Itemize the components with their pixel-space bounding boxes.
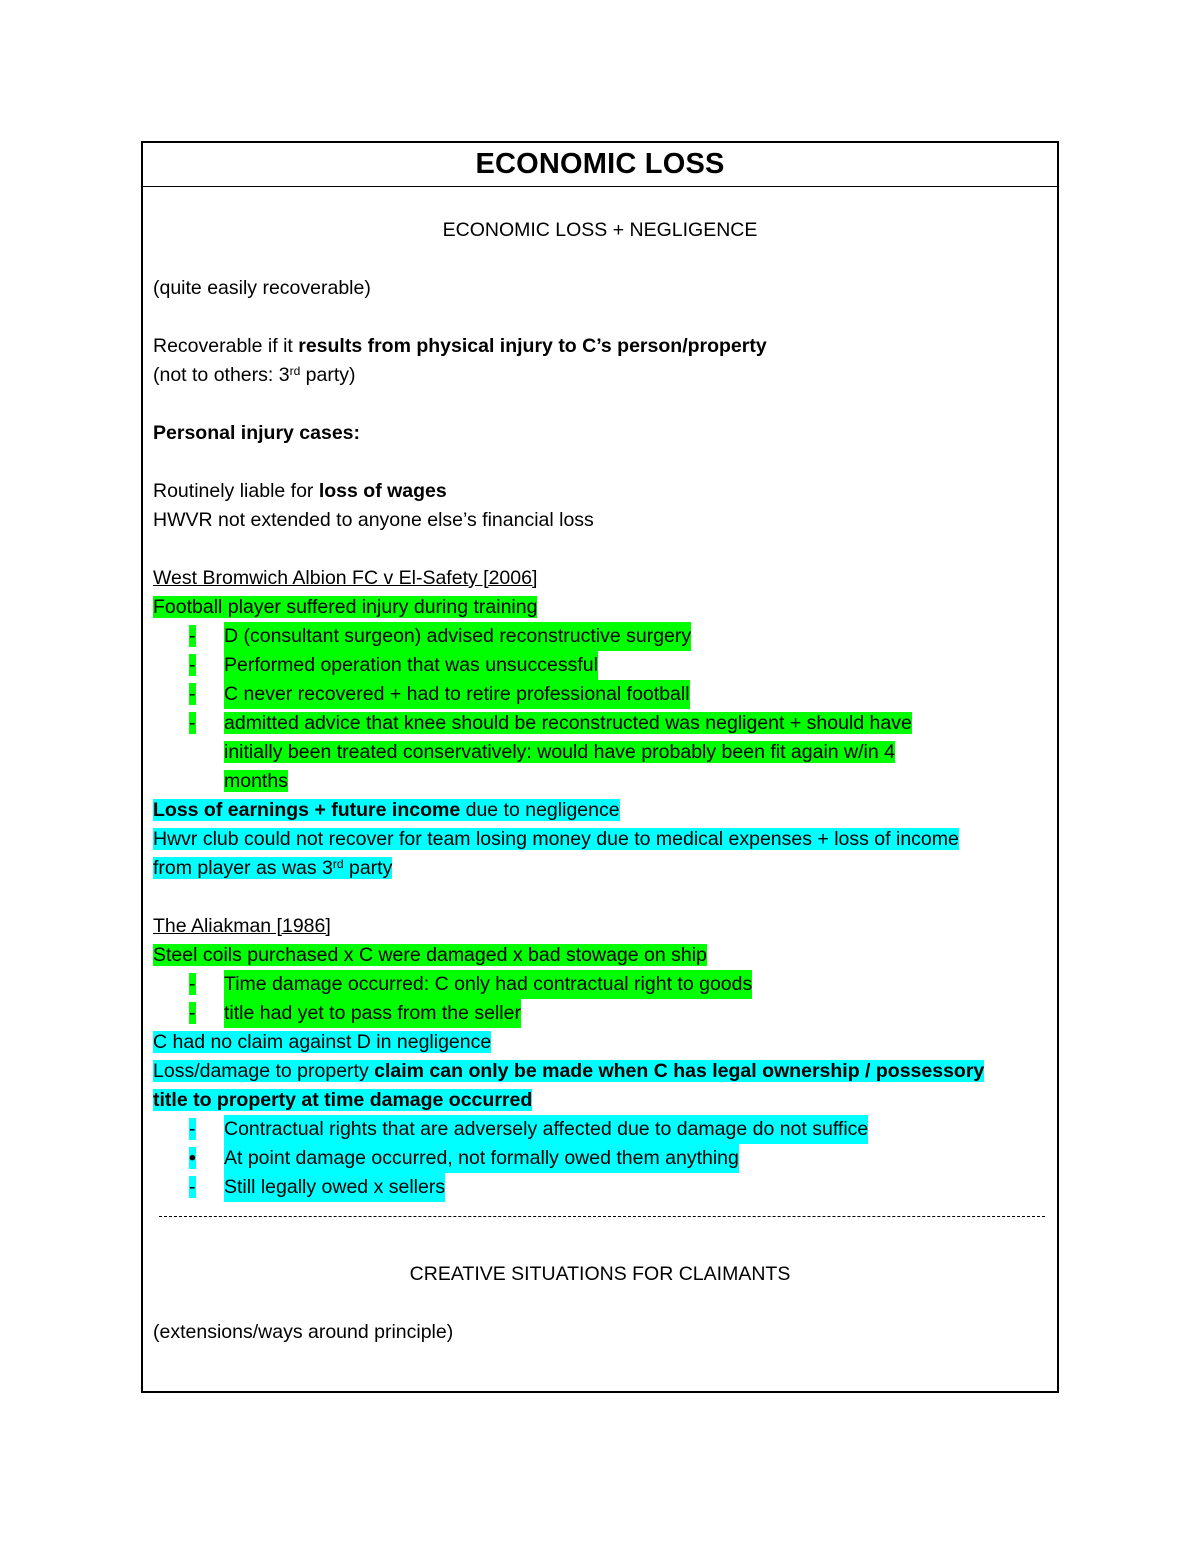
note-quite-easily-recoverable: (quite easily recoverable) <box>153 277 371 299</box>
case2-bullet-1 <box>153 970 1047 999</box>
case2-loss-bold-2: title to property at time damage occurred <box>153 1089 533 1111</box>
case1-club-line-2 <box>153 854 1047 883</box>
bullet-text-line-1: admitted advice that knee should be reconstructed was negligent + should have <box>224 712 912 734</box>
not-others-prefix: (not to others: 3 <box>153 364 290 386</box>
case1-loss-line <box>153 796 1047 825</box>
bullet-text: D (consultant surgeon) advised reconstructive surgery <box>224 622 691 651</box>
bullet-marker: - <box>189 1118 196 1140</box>
bullet-text: title had yet to pass from the seller <box>224 999 521 1028</box>
not-to-others-line <box>153 361 1047 390</box>
case2-no-claim <box>153 1028 1047 1057</box>
title-bar <box>143 143 1057 187</box>
bullet-text: Time damage occurred: C only had contractual right to goods <box>224 970 752 999</box>
case1-loss-suffix: due to negligence <box>460 799 620 821</box>
hwvr-line: HWVR not extended to anyone else’s financial loss <box>153 509 594 531</box>
bullet-marker: - <box>189 973 196 995</box>
page-title: ECONOMIC LOSS <box>475 148 725 180</box>
bullet-text-line-3: months <box>224 770 288 792</box>
case2-bullet2-3 <box>153 1173 1047 1202</box>
bullet-text: Performed operation that was unsuccessful <box>224 651 598 680</box>
case2-bullet-2 <box>153 999 1047 1028</box>
document-frame <box>141 141 1059 1393</box>
case1-club-line-1 <box>153 825 1047 854</box>
bullet-marker: - <box>189 1002 196 1024</box>
document-body <box>143 187 1057 1347</box>
recoverable-line <box>153 332 1047 361</box>
case1-name-text: West Bromwich Albion FC v El-Safety [2006] <box>153 567 538 589</box>
case1-fact <box>153 593 1047 622</box>
bullet-text-line-2: initially been treated conservatively: would have probably been fit again w/in 4 <box>224 741 895 763</box>
routinely-prefix: Routinely liable for <box>153 480 319 502</box>
case2-bullet2-2 <box>153 1144 1047 1173</box>
recoverable-bold: results from physical injury to C’s person/property <box>298 335 767 357</box>
case1-club-suffix: party <box>343 857 393 879</box>
personal-injury-label: Personal injury cases: <box>153 422 361 444</box>
not-others-suffix: party) <box>300 364 356 386</box>
case2-name-text: The Aliakman [1986] <box>153 915 331 937</box>
case1-loss-bold: Loss of earnings + future income <box>153 799 461 821</box>
section-heading-creative-situations: CREATIVE SITUATIONS FOR CLAIMANTS <box>409 1263 791 1285</box>
case1-bullet-4 <box>153 709 1047 796</box>
case2-loss-prefix: Loss/damage to property <box>153 1060 375 1082</box>
bullet-text: C never recovered + had to retire professional football <box>224 680 690 709</box>
case1-bullet-3 <box>153 680 1047 709</box>
note-extensions: (extensions/ways around principle) <box>153 1321 454 1343</box>
case1-club-sup: rd <box>332 857 344 871</box>
recoverable-prefix: Recoverable if it <box>153 335 299 357</box>
case2-loss-bold-1: claim can only be made when C has legal ownership / possessory <box>374 1060 985 1082</box>
routinely-bold: loss of wages <box>318 480 447 502</box>
case1-club-text-1: Hwvr club could not recover for team losing money due to medical expenses + loss of income <box>153 828 959 850</box>
bullet-marker: - <box>189 712 196 734</box>
case1-fact-text: Football player suffered injury during training <box>153 596 538 618</box>
bullet-text: Contractual rights that are adversely affected due to damage do not suffice <box>224 1115 868 1144</box>
case2-loss-line-1 <box>153 1057 1047 1086</box>
routinely-liable-line <box>153 477 1047 506</box>
case2-loss-line-2 <box>153 1086 1047 1115</box>
section-divider <box>159 1216 1045 1217</box>
bullet-text: At point damage occurred, not formally owed them anything <box>224 1144 739 1173</box>
not-others-sup: rd <box>289 364 301 378</box>
case-name-west-bromwich <box>153 564 1047 593</box>
case2-fact-text: Steel coils purchased x C were damaged x bad stowage on ship <box>153 944 707 966</box>
section-heading-economic-loss-negligence: ECONOMIC LOSS + NEGLIGENCE <box>442 219 758 241</box>
bullet-text: Still legally owed x sellers <box>224 1173 445 1202</box>
bullet-marker: - <box>189 1176 196 1198</box>
case-name-aliakman <box>153 912 1047 941</box>
bullet-marker: - <box>189 683 196 705</box>
case2-no-claim-text: C had no claim against D in negligence <box>153 1031 492 1053</box>
bullet-marker: • <box>189 1147 196 1169</box>
personal-injury-heading <box>153 419 1047 448</box>
case1-bullet-2 <box>153 651 1047 680</box>
bullet-marker: - <box>189 625 196 647</box>
bullet-marker: - <box>189 654 196 676</box>
case1-bullet-1 <box>153 622 1047 651</box>
case1-club-prefix: from player as was 3 <box>153 857 333 879</box>
case2-bullet2-1 <box>153 1115 1047 1144</box>
case2-fact <box>153 941 1047 970</box>
